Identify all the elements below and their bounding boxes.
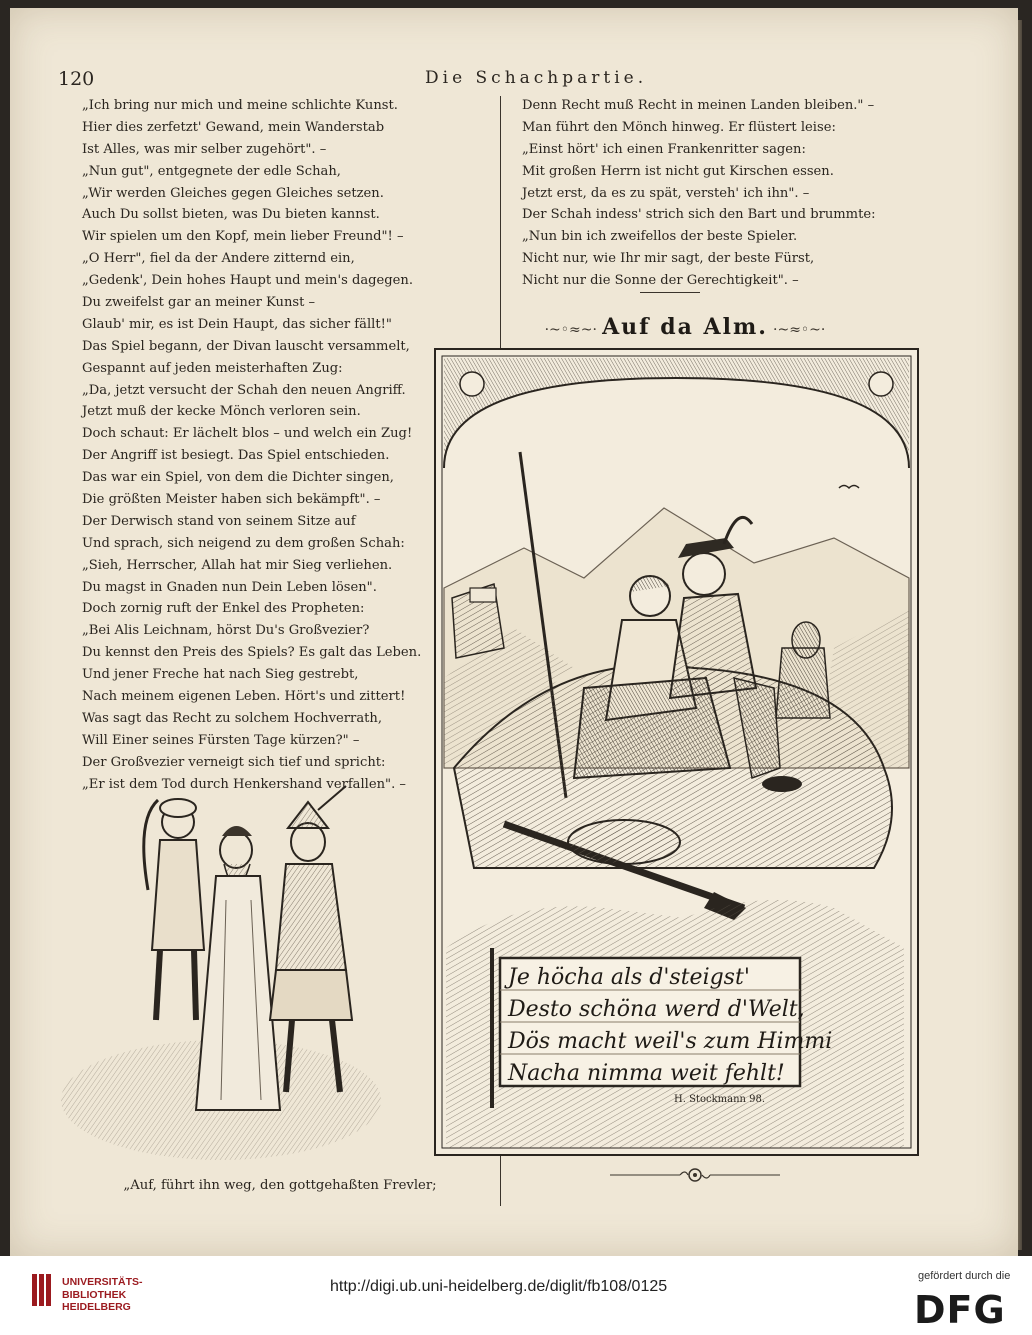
derwish-illustration: [56, 780, 386, 1170]
sign-line-3: Dös macht weil's zum Himmi: [508, 1029, 833, 1054]
flourish-right-icon: ·~≈◦~·: [773, 322, 826, 338]
sign-line-2: Desto schöna werd d'Welt,: [508, 997, 805, 1022]
library-name: UNIVERSITÄTS- BIBLIOTHEK HEIDELBERG: [62, 1276, 143, 1313]
poem-heading: [540, 314, 830, 344]
verse-line: Nicht nur, wie Ihr mir sagt, der beste Fürst,: [522, 251, 815, 267]
verse-line: Du magst in Gnaden nun Dein Leben lösen".: [82, 579, 377, 595]
verse-line: Du kennst den Preis des Spiels? Es galt das Leben.: [82, 645, 422, 661]
verse-line: Man führt den Mönch hinweg. Er flüstert leise:: [522, 119, 836, 135]
funded-by-label: gefördert durch die: [918, 1270, 1011, 1282]
verse-line: Der Großvezier verneigt sich tief und spricht:: [82, 754, 386, 770]
verse-line: Doch schaut: Er lächelt blos – und welch ein Zug!: [82, 426, 413, 442]
verse-line: „Da, jetzt versucht der Schah den neuen Angriff.: [82, 382, 406, 398]
running-title: Die Schachpartie.: [425, 68, 648, 88]
verse-line: Doch zornig ruft der Enkel des Propheten:: [82, 601, 365, 617]
verse-line: „O Herr", fiel da der Andere zitternd ein,: [82, 251, 355, 267]
verse-line: „Ich bring nur mich und meine schlichte Kunst.: [82, 98, 398, 113]
verse-line: Die größten Meister haben sich bekämpft". –: [82, 492, 381, 508]
library-crest-icon: [30, 1272, 52, 1308]
verse-line: Das Spiel begann, der Divan lauscht versammelt,: [82, 338, 410, 354]
alpine-couple-illustration: [434, 348, 919, 1156]
verse-line: Der Derwisch stand von seinem Sitze auf: [82, 513, 356, 529]
verse-line: Gespannt auf jeden meisterhaften Zug:: [82, 360, 343, 376]
verse-line: „Wir werden Gleiches gegen Gleiches setzen.: [82, 185, 384, 201]
page-number: 120: [58, 68, 95, 90]
verse-line: Was sagt das Recht zu solchem Hochverrath,: [82, 710, 382, 726]
verse-line: Und sprach, sich neigend zu dem großen Schah:: [82, 535, 405, 551]
verse-line: Das war ein Spiel, von dem die Dichter singen,: [82, 470, 394, 486]
source-url-link[interactable]: http://digi.ub.uni-heidelberg.de/diglit/fb108/0125: [330, 1278, 668, 1295]
verse-line: Nicht nur die Sonne der Gerechtigkeit". –: [522, 273, 799, 289]
section-rule: [640, 292, 700, 293]
verse-line: „Er ist dem Tod durch Henkershand verfallen". –: [82, 776, 406, 792]
footer-bar: [0, 1256, 1032, 1335]
end-ornament: [600, 1164, 790, 1186]
verse-line: „Bei Alis Leichnam, hörst Du's Großvezier?: [82, 623, 370, 639]
verse-line: Denn Recht muß Recht in meinen Landen bleiben." –: [522, 98, 875, 113]
verse-line: Mit großen Herrn ist nicht gut Kirschen essen.: [522, 163, 834, 179]
verse-line: Wir spielen um den Kopf, mein lieber Freund"! –: [82, 229, 404, 245]
verse-line: Der Schah indess' strich sich den Bart und brummte:: [522, 207, 876, 223]
dfg-logo: DFG: [914, 1288, 1006, 1332]
verse-line: „Gedenk', Dein hohes Haupt und mein's dagegen.: [82, 273, 414, 289]
artist-signature: H. Stockmann 98.: [674, 1094, 766, 1105]
verse-line: Hier dies zerfetzt' Gewand, mein Wanderstab: [82, 119, 385, 135]
verse-line: Jetzt muß der kecke Mönch verloren sein.: [82, 404, 361, 420]
verse-line: Auch Du sollst bieten, was Du bieten kannst.: [82, 207, 380, 223]
verse-line: Nach meinem eigenen Leben. Hört's und zittert!: [82, 689, 406, 705]
flourish-left-icon: ·~◦≈~·: [544, 322, 597, 338]
verse-line: Ist Alles, was mir selber zugehört". –: [82, 141, 327, 157]
sign-line-4: Nacha nimma weit fehlt!: [508, 1061, 785, 1086]
verse-line: „Sieh, Herrscher, Allah hat mir Sieg verliehen.: [82, 557, 393, 573]
verse-line: „Nun bin ich zweifellos der beste Spieler.: [522, 229, 798, 245]
verse-line: Der Angriff ist besiegt. Das Spiel entschieden.: [82, 448, 390, 464]
verse-line: Du zweifelst gar an meiner Kunst –: [82, 295, 316, 311]
left-verse-column: [82, 95, 422, 796]
right-verse-column: [522, 95, 876, 292]
illustration-caption: „Auf, führt ihn weg, den gottgehaßten Frevler;: [123, 1178, 437, 1193]
verse-line: „Nun gut", entgegnete der edle Schah,: [82, 163, 341, 179]
verse-line: Will Einer seines Fürsten Tage kürzen?" –: [82, 732, 360, 748]
verse-line: Und jener Freche hat nach Sieg gestrebt,: [82, 667, 359, 683]
verse-line: Jetzt erst, da es zu spät, versteh' ich ihn". –: [522, 185, 810, 201]
verse-line: Glaub' mir, es ist Dein Haupt, das sicher fällt!": [82, 316, 392, 332]
poem-title: Auf da Alm.: [602, 314, 768, 340]
sign-line-1: Je höcha als d'steigst': [508, 965, 750, 990]
verse-line: „Einst hört' ich einen Frankenritter sagen:: [522, 141, 806, 157]
